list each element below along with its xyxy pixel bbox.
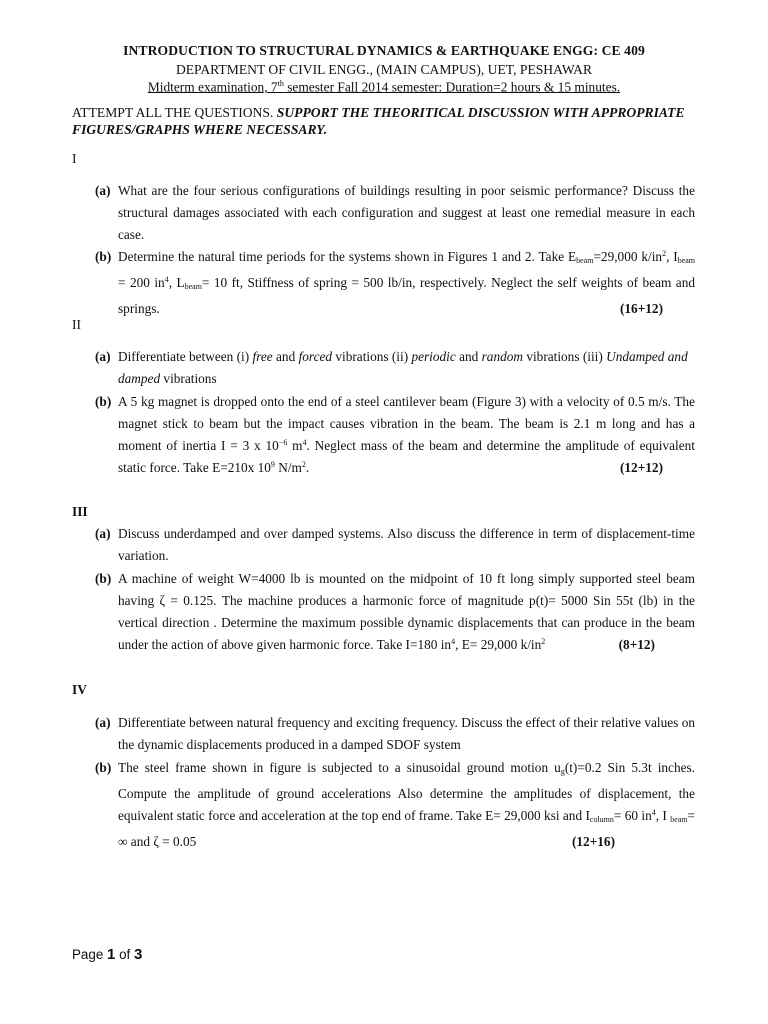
exam-info-line bbox=[0, 79, 768, 95]
section-number-1: I bbox=[72, 151, 77, 166]
page-total: 3 bbox=[133, 946, 143, 963]
question-text: A 5 kg magnet is dropped onto the end of a steel cantilever beam (Figure 3) with a velocity of 0.5 m/s. The magnet stick to beam but the impact causes vibration in the beam. The beam is 2.1 m long and has a moment of inertia I = 3 x $10^{-6}$ $m^4$. Neglect mass of the beam and determine the amplitude of equivalent static force. Take E=210x $10^9$ $N/m^2$. bbox=[118, 394, 695, 475]
marks: (12+12) bbox=[619, 460, 663, 475]
question-3a bbox=[95, 523, 695, 567]
question-text: A machine of weight W=4000 lb is mounted on the midpoint of 10 ft long simply supported steel beam having ζ = 0.125. The machine produces a harmonic force of magnitude p(t)= 5000 Sin 55t (lb) in the vertical direction . Determine the maximum possible dynamic displacements that can produce in the beam under the action of above given harmonic force. Take I=180 $in^4$, E= 29,000 $k/in^2$ bbox=[118, 571, 695, 652]
question-label: (b) bbox=[95, 394, 112, 409]
question-4b bbox=[95, 757, 695, 853]
question-text: Discuss underdamped and over damped systems. Also discuss the difference in term of displacement-time variation. bbox=[118, 526, 695, 563]
section-number-2: II bbox=[72, 317, 81, 332]
department-line: DEPARTMENT OF CIVIL ENGG., (MAIN CAMPUS), UET, PESHAWAR bbox=[175, 62, 593, 77]
question-text: The steel frame shown in figure is subjected to a sinusoidal ground motion $u_g(t)=0.2$ Sin 5.3t inches. Compute the amplitude of ground accelerations Also determine the amplitudes of displacement, the equivalent static force and acceleration at the top end of frame. Take E= 29,000 ksi and $I_{column}= 60$ $in^4$, I $_{beam}$= ∞ and ζ = 0.05 bbox=[118, 760, 696, 849]
question-text: Differentiate between (i) free and forced vibrations (ii) periodic and random vibrations (iii) Undamped and damped vibrations bbox=[118, 349, 688, 386]
question-text: Determine the natural time periods for the systems shown in Figures 1 and 2. Take $E_{beam}=29,000$ $k/in^2$, $I_{beam} = 200$ $in^4$, $L_{beam}= 10$ ft, Stiffness of spring = 500 lb/in, respectively. Neglect the self weights of beam and springs. bbox=[118, 249, 696, 316]
marks: (8+12) bbox=[618, 637, 655, 652]
section-number-3: III bbox=[72, 504, 88, 519]
question-label: (a) bbox=[95, 715, 111, 730]
question-label: (b) bbox=[95, 760, 112, 775]
instructions-plain: ATTEMPT ALL THE QUESTIONS. bbox=[72, 105, 277, 120]
question-text: What are the four serious configurations of buildings resulting in poor seismic performance? Discuss the structural damages associated with each configuration and suggest at least one remedial measure in each case. bbox=[118, 183, 695, 242]
instructions bbox=[72, 104, 702, 138]
question-4a bbox=[95, 712, 695, 756]
section-number-4: IV bbox=[72, 682, 87, 697]
exam-info-sup: th bbox=[277, 79, 284, 88]
question-label: (a) bbox=[95, 349, 111, 364]
of-word: of bbox=[115, 947, 134, 962]
question-2b bbox=[95, 391, 695, 479]
marks: (16+12) bbox=[619, 301, 663, 316]
question-3b bbox=[95, 568, 695, 656]
course-title: INTRODUCTION TO STRUCTURAL DYNAMICS & EARTHQUAKE ENGG: CE 409 bbox=[123, 43, 645, 58]
page-footer bbox=[72, 946, 142, 963]
instructions-emphasis: SUPPORT THE THEORITICAL DISCUSSION WITH APPROPRIATE FIGURES/GRAPHS WHERE NECESSARY. bbox=[72, 105, 685, 137]
exam-info-part1: Midterm examination, 7 bbox=[147, 79, 278, 95]
question-text: Differentiate between natural frequency and exciting frequency. Discuss the effect of their relative values on the dynamic displacements produced in a damped SDOF system bbox=[118, 715, 695, 752]
question-label: (b) bbox=[95, 249, 112, 264]
question-2a bbox=[95, 346, 695, 390]
page-word: Page bbox=[72, 947, 107, 962]
question-1a bbox=[95, 180, 695, 246]
question-1b bbox=[95, 246, 695, 320]
question-label: (a) bbox=[95, 183, 111, 198]
marks: (12+16) bbox=[571, 834, 615, 849]
question-label: (a) bbox=[95, 526, 111, 541]
question-label: (b) bbox=[95, 571, 112, 586]
exam-info-part2: semester Fall 2014 semester: Duration=2 hours & 15 minutes. bbox=[283, 79, 621, 95]
page-number: 1 bbox=[107, 946, 116, 963]
